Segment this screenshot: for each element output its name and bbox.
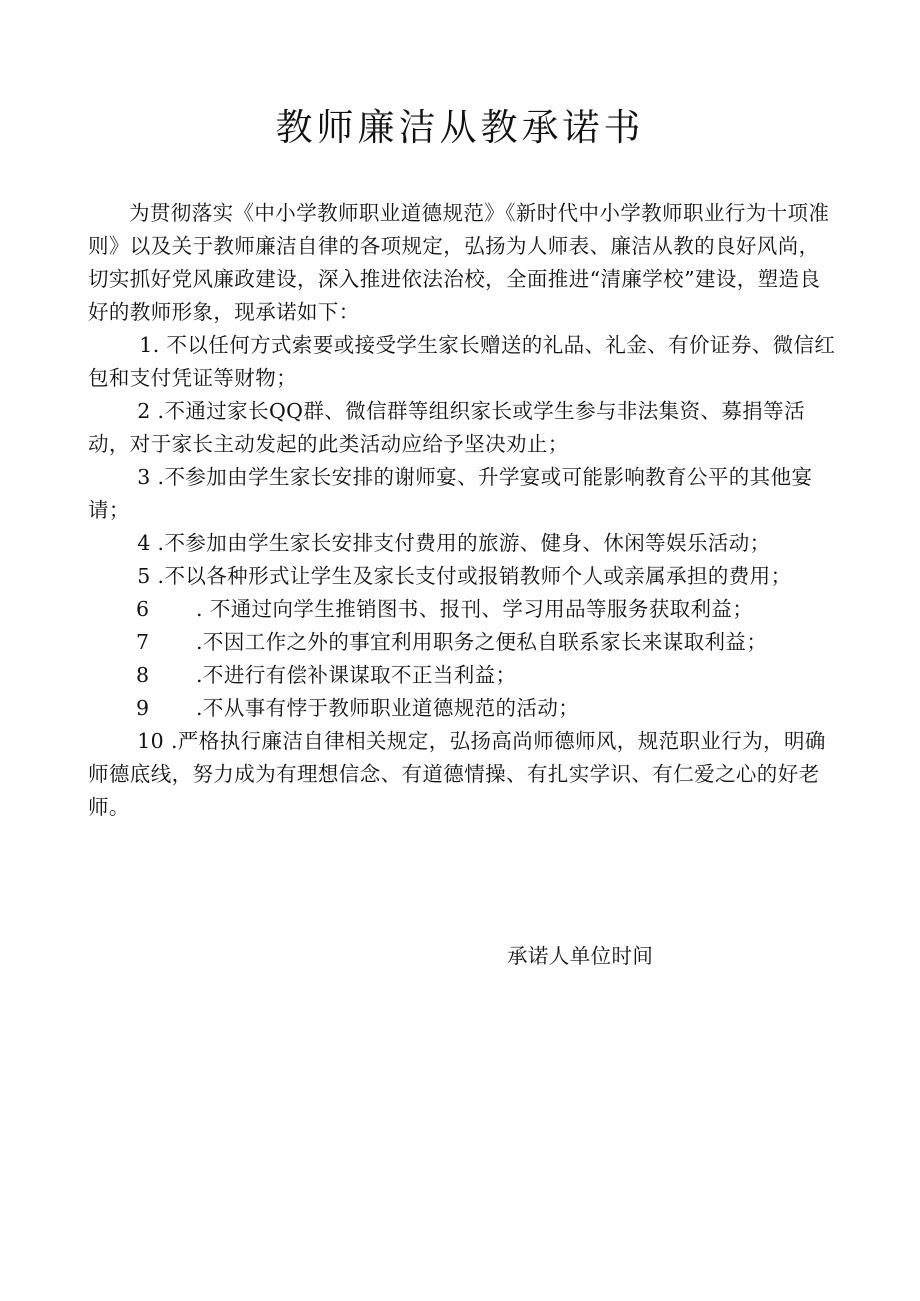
item-number: 2 . xyxy=(137,399,165,423)
item-number: 1. xyxy=(139,333,160,357)
item-number: 6 xyxy=(136,597,150,621)
commitment-item-1 xyxy=(88,329,840,395)
intro-paragraph: 为贯彻落实《中小学教师职业道德规范》《新时代中小学教师职业行为十项准则》以及关于教师廉洁自律的各项规定，弘扬为人师表、廉洁从教的良好风尚，切实抓好党风廉政建设，深入推进依法治校，全面推进“清廉学校”建设，塑造良好的教师形象，现承诺如下： xyxy=(88,201,830,324)
item-text: 不以各种形式让学生及家长支付或报销教师个人或亲属承担的费用； xyxy=(164,564,792,588)
commitment-item-3 xyxy=(88,461,840,527)
commitment-item-5 xyxy=(88,560,840,593)
commitment-item-2 xyxy=(88,395,840,461)
item-number: 10 . xyxy=(137,729,178,753)
item-text: 不参加由学生家长安排支付费用的旅游、健身、休闲等娱乐活动； xyxy=(164,531,771,555)
item-number: 5 . xyxy=(137,564,165,588)
item-number: 3 . xyxy=(137,465,165,489)
commitment-item-10 xyxy=(88,725,840,824)
commitment-item-7 xyxy=(88,626,840,659)
item-number: 8 xyxy=(136,663,150,687)
item-text: 不通过家长QQ群、微信群等组织家长或学生参与非法集资、募捐等活动，对于家长主动发起的此类活动应给予坚决劝止； xyxy=(88,399,805,456)
commitment-item-6 xyxy=(88,593,840,626)
item-text: . 不通过向学生推销图书、报刊、学习用品等服务获取利益； xyxy=(196,597,754,621)
item-text: 不参加由学生家长安排的谢师宴、升学宴或可能影响教育公平的其他宴请； xyxy=(88,465,813,522)
commitment-item-4 xyxy=(88,527,840,560)
item-text: .不因工作之外的事宜利用职务之便私自联系家长来谋取利益； xyxy=(196,630,768,654)
item-number: 9 xyxy=(136,696,150,720)
item-number: 7 xyxy=(136,630,150,654)
item-text: .不从事有悖于教师职业道德规范的活动； xyxy=(196,696,580,720)
signature-line: 承诺人单位时间 xyxy=(507,944,654,968)
document-body xyxy=(88,197,840,824)
item-number: 4 . xyxy=(137,531,165,555)
item-text: .不进行有偿补课谋取不正当利益； xyxy=(196,663,517,687)
item-text: 严格执行廉洁自律相关规定，弘扬高尚师德师风，规范职业行为，明确师德底线，努力成为有理想信念、有道德情操、有扎实学识、有仁爱之心的好老师。 xyxy=(88,729,826,819)
item-text: 不以任何方式索要或接受学生家长赠送的礼品、礼金、有价证券、微信红包和支付凭证等财物； xyxy=(88,333,836,390)
commitment-item-9 xyxy=(88,692,840,725)
commitment-item-8 xyxy=(88,659,840,692)
document-title: 教师廉洁从教承诺书 xyxy=(275,106,645,149)
